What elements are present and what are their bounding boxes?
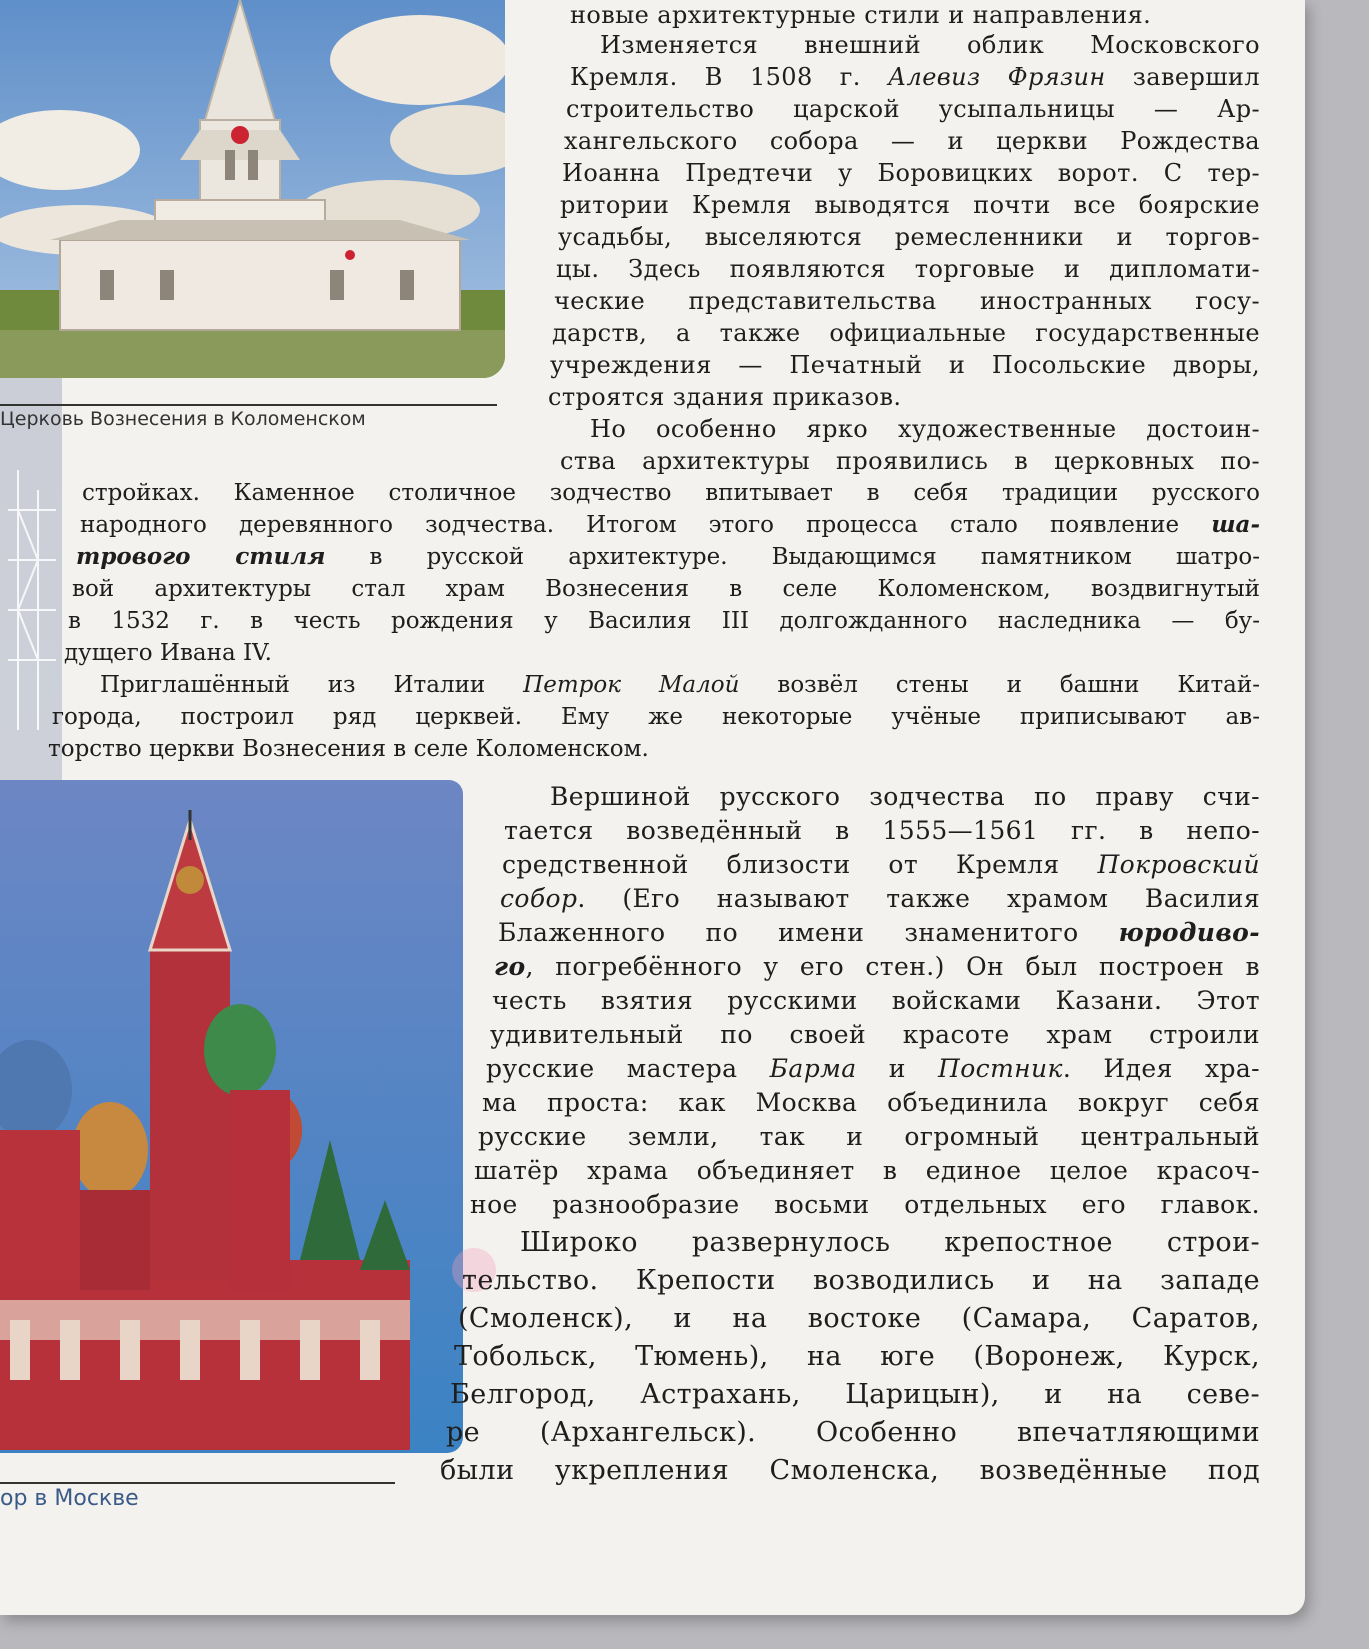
text-span: Кремля. В 1508 г.: [570, 63, 888, 91]
text-span: , погребённого у его стен.) Он был построен в: [525, 952, 1260, 981]
photo-church-ascension: [0, 0, 505, 378]
text-line: ное разнообразие восьми отдельных его главок.: [470, 1190, 1260, 1219]
text-line: цы. Здесь появляются торговые и дипломати-: [556, 255, 1260, 283]
text-line: ческие представительства иностранных госу-: [554, 287, 1260, 315]
text-line: шатёр храма объединяет в единое целое красоч-: [474, 1156, 1260, 1185]
scaffold-drawing-icon: [8, 470, 56, 730]
person-name-petrok-maloy: Петрок Малой: [523, 672, 740, 698]
text-line: вой архитектуры стал храм Вознесения в селе Коломенском, воздвигнутый: [72, 576, 1260, 602]
text-line: удивительный по своей красоте храм строили: [490, 1020, 1260, 1049]
text-line: хангельского собора — и церкви Рождества: [564, 127, 1260, 155]
text-line: тается возведённый в 1555—1561 гг. в непо-: [504, 816, 1260, 845]
text-line: ре (Архангельск). Особенно впечатляющими: [446, 1417, 1260, 1448]
person-name-aleviz-fryazin: Алевиз Фрязин: [887, 63, 1106, 91]
text-line: новые архитектурные стили и направления.: [570, 1, 1152, 29]
text-line: Изменяется внешний облик Московского: [600, 31, 1260, 59]
text-line: Иоанна Предтечи у Боровицких ворот. С тер-: [562, 159, 1260, 187]
text-line: честь взятия русскими войсками Казани. Этот: [492, 986, 1260, 1015]
text-line: [502, 850, 1260, 880]
text-line: (Смоленск), и на востоке (Самара, Саратов,: [458, 1303, 1260, 1334]
text-span: средственной близости от Кремля: [502, 850, 1098, 879]
person-name-postnik: Постник: [938, 1054, 1063, 1083]
term-shatrovy-style: ша-: [1211, 511, 1260, 538]
text-line: [498, 918, 1260, 948]
text-span: завершил: [1105, 63, 1260, 91]
text-line: тельство. Крепости возводились и на западе: [462, 1265, 1260, 1296]
text-line: Вершиной русского зодчества по праву счи-: [550, 782, 1260, 811]
text-span: народного деревянного зодчества. Итогом этого процесса стало появление: [80, 512, 1212, 538]
caption-rule-bottom: [0, 1482, 395, 1484]
text-line: дарств, а также официальные государственные: [552, 319, 1260, 347]
text-line: [100, 670, 1260, 700]
text-line: учреждения — Печатный и Посольские дворы,: [550, 351, 1260, 379]
text-line: [494, 952, 1260, 982]
text-line: стройках. Каменное столичное зодчество впитывает в себя традиции русского: [82, 480, 1260, 506]
text-line: Белгород, Астрахань, Царицын), и на севе-: [450, 1379, 1260, 1410]
text-line: [500, 884, 1260, 914]
text-span: . Идея хра-: [1062, 1054, 1260, 1083]
text-line: в 1532 г. в честь рождения у Василия III долгожданного наследника — бу-: [68, 608, 1260, 634]
term-pokrovsky-sobor: собор: [500, 884, 578, 913]
text-line: были укрепления Смоленска, возведённые под: [440, 1455, 1260, 1486]
text-line: [570, 62, 1260, 92]
person-name-barma: Барма: [769, 1054, 857, 1083]
caption-rule-top: [0, 404, 497, 406]
term-shatrovy-style: трового стиля: [76, 543, 326, 570]
text-span: русские мастера: [486, 1054, 770, 1083]
text-line: ма проста: как Москва объединила вокруг себя: [482, 1088, 1260, 1117]
text-line: города, построил ряд церквей. Ему же некоторые учёные приписывают ав-: [52, 704, 1260, 730]
caption-church-ascension: Церковь Вознесения в Коломенском: [0, 408, 366, 430]
text-span: . (Его называют также храмом Василия: [577, 884, 1260, 913]
text-line: [486, 1054, 1260, 1084]
text-line: дущего Ивана IV.: [64, 640, 272, 666]
term-pokrovsky-sobor: Покровский: [1097, 850, 1260, 879]
text-span: Блаженного по имени знаменитого: [498, 918, 1119, 947]
text-line: строительство царской усыпальницы — Ар-: [566, 95, 1260, 123]
text-line: [76, 542, 1260, 572]
text-span: и: [856, 1054, 939, 1083]
text-line: русские земли, так и огромный центральный: [478, 1122, 1260, 1151]
text-line: Широко развернулось крепостное строи-: [520, 1227, 1260, 1258]
text-span: Приглашённый из Италии: [100, 672, 524, 698]
text-line: усадьбы, выселяются ремесленники и торгов-: [558, 223, 1260, 251]
text-line: торство церкви Вознесения в селе Коломенском.: [48, 736, 649, 762]
term-yurodivy: юродиво-: [1118, 918, 1260, 947]
text-line: ритории Кремля выводятся почти все боярские: [560, 191, 1260, 219]
text-line: [80, 510, 1260, 540]
text-span: возвёл стены и башни Китай-: [739, 672, 1260, 698]
text-line: Но особенно ярко художественные достоин-: [590, 415, 1260, 443]
term-yurodivy: го: [494, 952, 526, 981]
text-line: ства архитектуры проявились в церковных по-: [560, 447, 1260, 475]
photo-st-basils-cathedral: [0, 780, 463, 1453]
caption-st-basils: ор в Москве: [0, 1486, 139, 1511]
text-line: Тобольск, Тюмень), на юге (Воронеж, Курск,: [454, 1341, 1260, 1372]
text-span: в русской архитектуре. Выдающимся памятником шатро-: [325, 544, 1260, 570]
text-line: строятся здания приказов.: [548, 383, 902, 411]
